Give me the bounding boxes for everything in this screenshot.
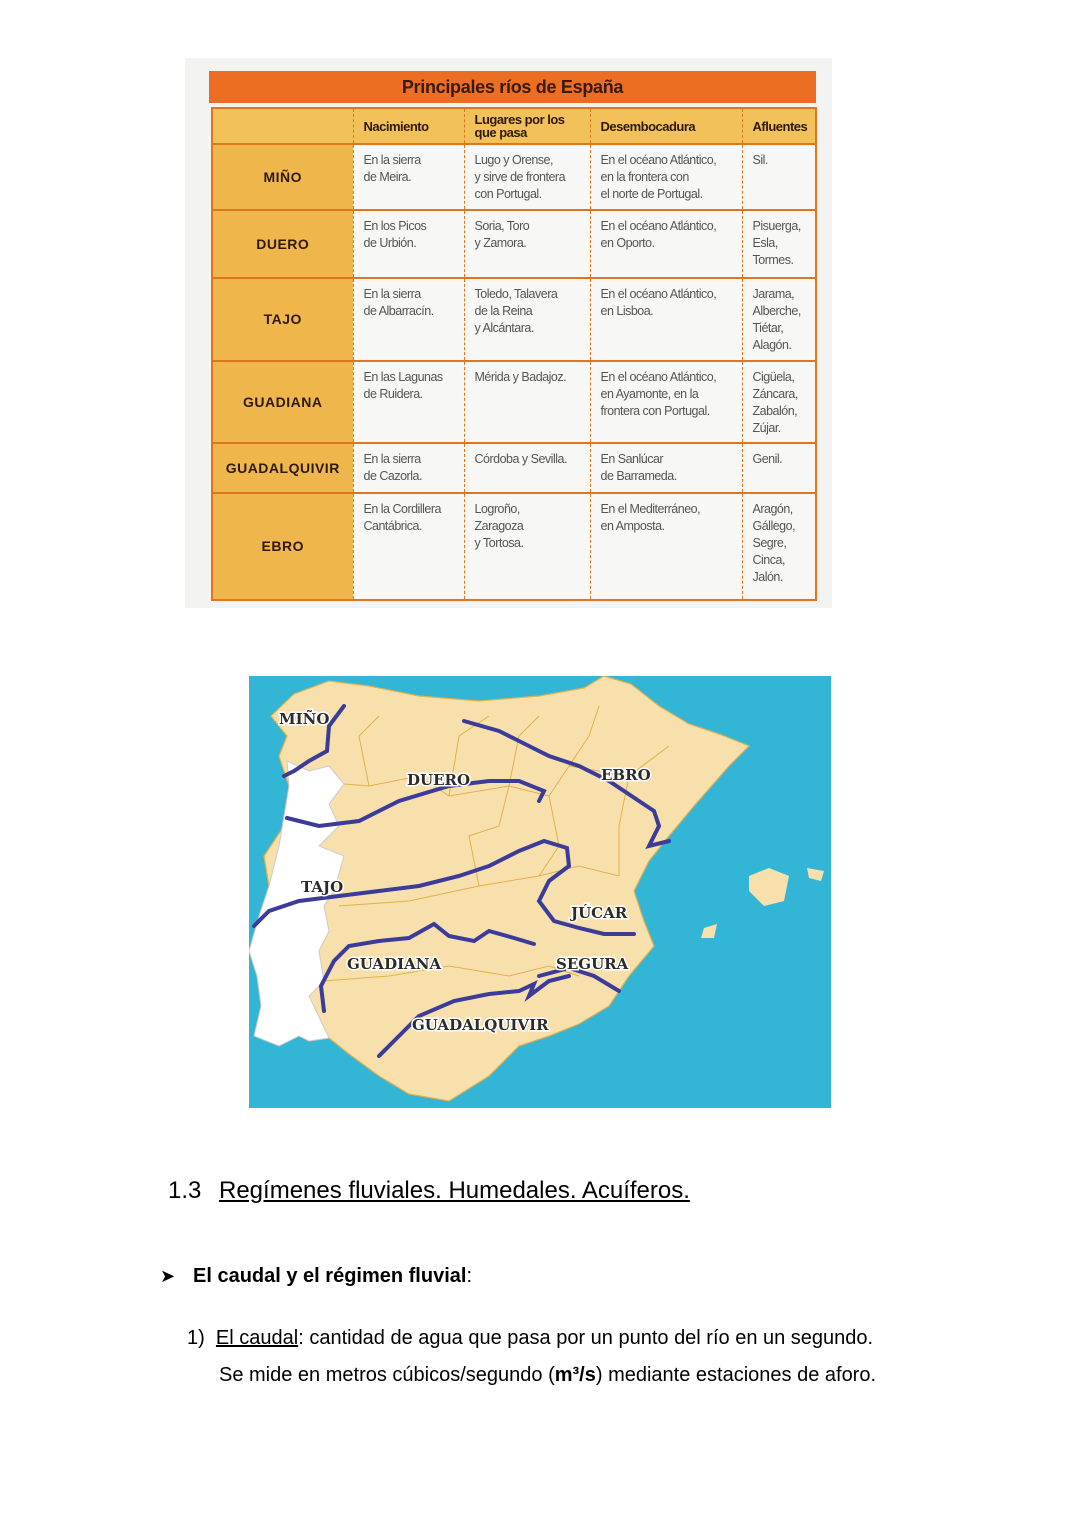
cell-line: en Lisboa.: [600, 304, 654, 318]
cell-line: Mérida y Badajoz.: [474, 370, 567, 384]
cell-line: En Sanlúcar: [600, 452, 664, 466]
cell-line: Jarama,: [752, 287, 795, 301]
cell-line: Toledo, Talavera: [474, 287, 558, 301]
cell-line: En las Lagunas: [363, 370, 443, 384]
cell-line: en la frontera con: [600, 170, 689, 184]
cell-desembocadura: [590, 361, 742, 443]
list-item-caudal: [187, 1320, 876, 1394]
cell-line: en Ayamonte, en la: [600, 387, 699, 401]
table-row: [212, 443, 816, 493]
rivers-table: [211, 107, 817, 601]
cell-line: Lugo y Orense,: [474, 153, 553, 167]
cell-line: En la sierra: [363, 452, 421, 466]
column-header: [212, 108, 353, 144]
section-heading: [168, 1177, 690, 1205]
table-row: [212, 278, 816, 361]
cell-line: Pisuerga,: [752, 219, 801, 233]
item-unit: m³/s: [554, 1364, 596, 1386]
cell-afluentes: [742, 361, 816, 443]
map-label-guadalquivir: GUADALQUIVIR: [412, 1016, 549, 1034]
cell-desembocadura: [590, 443, 742, 493]
cell-lugares: [464, 144, 590, 210]
table-row: [212, 493, 816, 600]
cell-line: Zaragoza: [474, 519, 524, 533]
map-label-tajo: TAJO: [301, 878, 344, 896]
column-header: Lugares por los que pasa: [464, 108, 590, 144]
cell-line: el norte de Portugal.: [600, 187, 703, 201]
cell-line: Sil.: [752, 153, 768, 167]
cell-lugares: [464, 443, 590, 493]
cell-line: En el océano Atlántico,: [600, 287, 717, 301]
cell-afluentes: [742, 493, 816, 600]
rivers-table-image: [185, 58, 832, 608]
river-name: MIÑO: [212, 144, 353, 210]
cell-line: En la sierra: [363, 153, 421, 167]
table-header-row: [212, 108, 816, 144]
river-name: EBRO: [212, 493, 353, 600]
cell-line: Tiétar,: [752, 321, 784, 335]
cell-line: En el océano Atlántico,: [600, 370, 717, 384]
item-number: 1): [187, 1327, 205, 1349]
cell-line: con Portugal.: [474, 187, 542, 201]
cell-line: de la Reina: [474, 304, 533, 318]
cell-lugares: [464, 210, 590, 278]
cell-line: y Tortosa.: [474, 536, 524, 550]
cell-afluentes: [742, 144, 816, 210]
cell-line: En la Cordillera: [363, 502, 441, 516]
river-name: TAJO: [212, 278, 353, 361]
cell-line: En el Mediterráneo,: [600, 502, 701, 516]
cell-line: Soria, Toro: [474, 219, 530, 233]
cell-line: En el océano Atlántico,: [600, 153, 717, 167]
table-row: [212, 144, 816, 210]
cell-line: Jalón.: [752, 570, 783, 584]
item-line2-post: ) mediante estaciones de aforo.: [595, 1364, 877, 1386]
cell-line: Cigüela,: [752, 370, 795, 384]
section-title: Regímenes fluviales. Humedales. Acuíferos.: [219, 1177, 690, 1204]
cell-line: Segre,: [752, 536, 787, 550]
map-label-jucar: JÚCAR: [571, 904, 628, 922]
river-name: GUADALQUIVIR: [212, 443, 353, 493]
cell-line: Genil.: [752, 452, 783, 466]
cell-line: Tormes.: [752, 253, 794, 267]
river-name: DUERO: [212, 210, 353, 278]
cell-line: en Oporto.: [600, 236, 655, 250]
cell-line: Záncara,: [752, 387, 798, 401]
cell-line: En el océano Atlántico,: [600, 219, 717, 233]
table-row: [212, 361, 816, 443]
spain-rivers-map: [249, 676, 831, 1108]
cell-nacimiento: [353, 278, 464, 361]
column-header: Afluentes: [742, 108, 816, 144]
cell-afluentes: [742, 443, 816, 493]
cell-line: Zújar.: [752, 421, 781, 435]
cell-line: de Barrameda.: [600, 469, 677, 483]
column-header: Nacimiento: [353, 108, 464, 144]
cell-line: En los Picos: [363, 219, 427, 233]
map-label-mino: MIÑO: [279, 710, 330, 728]
cell-line: de Urbión.: [363, 236, 417, 250]
cell-lugares: [464, 278, 590, 361]
cell-line: de Meira.: [363, 170, 412, 184]
item-term: El caudal: [215, 1327, 299, 1349]
cell-line: En la sierra: [363, 287, 421, 301]
cell-line: de Cazorla.: [363, 469, 422, 483]
section-number: 1.3: [168, 1177, 202, 1204]
cell-line: Cantábrica.: [363, 519, 422, 533]
cell-afluentes: [742, 210, 816, 278]
cell-line: y Alcántara.: [474, 321, 534, 335]
cell-line: de Albarracín.: [363, 304, 434, 318]
table-row: [212, 210, 816, 278]
map-label-segura: SEGURA: [556, 955, 629, 973]
cell-line: Alberche,: [752, 304, 801, 318]
cell-line: Córdoba y Sevilla.: [474, 452, 567, 466]
river-name: GUADIANA: [212, 361, 353, 443]
cell-desembocadura: [590, 278, 742, 361]
cell-line: de Ruidera.: [363, 387, 423, 401]
cell-lugares: [464, 361, 590, 443]
cell-lugares: [464, 493, 590, 600]
map-label-ebro: EBRO: [601, 766, 651, 784]
cell-line: Aragón,: [752, 502, 793, 516]
item-definition: : cantidad de agua que pasa por un punto del río en un segundo.: [298, 1327, 874, 1349]
cell-line: Gállego,: [752, 519, 796, 533]
column-header: Desembocadura: [590, 108, 742, 144]
cell-line: Zabalón,: [752, 404, 798, 418]
cell-desembocadura: [590, 493, 742, 600]
map-label-duero: DUERO: [407, 771, 471, 789]
arrow-right-icon: ➤: [160, 1266, 176, 1286]
cell-line: y sirve de frontera: [474, 170, 566, 184]
cell-line: en Amposta.: [600, 519, 665, 533]
cell-nacimiento: [353, 443, 464, 493]
cell-line: Esla,: [752, 236, 778, 250]
cell-line: Cinca,: [752, 553, 785, 567]
cell-nacimiento: [353, 144, 464, 210]
item-line2-pre: Se mide en metros cúbicos/segundo (: [219, 1364, 555, 1386]
cell-line: y Zamora.: [474, 236, 527, 250]
cell-line: Logroño,: [474, 502, 520, 516]
cell-line: frontera con Portugal.: [600, 404, 710, 418]
bullet-title: El caudal y el régimen fluvial: [193, 1265, 467, 1287]
cell-nacimiento: [353, 493, 464, 600]
bullet-colon: :: [466, 1265, 472, 1287]
cell-desembocadura: [590, 210, 742, 278]
map-label-guadiana: GUADIANA: [347, 955, 442, 973]
table-title: Principales ríos de España: [209, 71, 816, 103]
cell-nacimiento: [353, 210, 464, 278]
cell-afluentes: [742, 278, 816, 361]
cell-nacimiento: [353, 361, 464, 443]
cell-desembocadura: [590, 144, 742, 210]
cell-line: Alagón.: [752, 338, 792, 352]
